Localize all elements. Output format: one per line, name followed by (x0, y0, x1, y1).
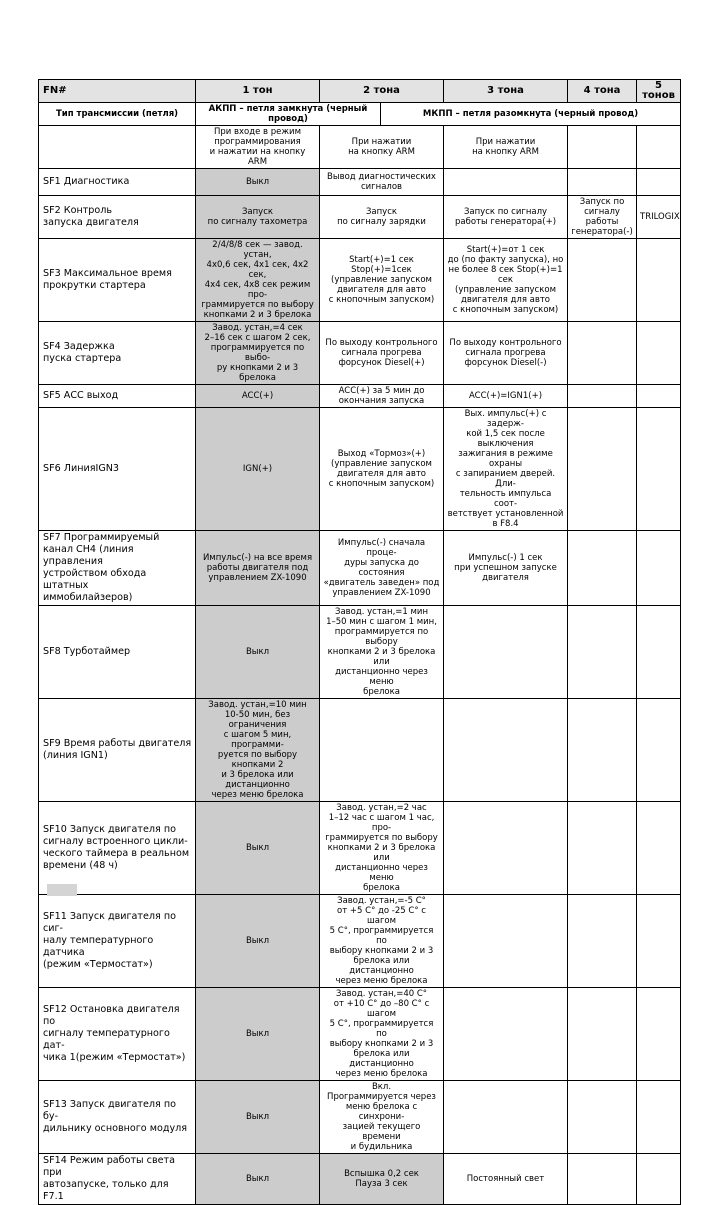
sf-tone-1: ACC(+) (196, 385, 320, 408)
header-tone-5: 5 тонов (637, 80, 681, 103)
sf-tone-2: Выход «Тормоз»(+) (управление запуском двигателя для авто с кнопочным запуском) (320, 408, 444, 531)
sf-tone-4 (568, 1154, 637, 1205)
sf-tone-3 (444, 1081, 568, 1154)
sf-row (39, 895, 681, 988)
sf-tone-4 (568, 169, 637, 196)
sf-tone-1: Выкл (196, 895, 320, 988)
sf-tone-3: Запуск по сигналу работы генератора(+) (444, 196, 568, 239)
sf-tone-5 (637, 531, 681, 606)
sf-tone-4: Запуск по сигналу работы генератора(-) (568, 196, 637, 239)
header-tone-3: 3 тона (444, 80, 568, 103)
sf-tone-5: TRILOGIX (637, 196, 681, 239)
sf-tone-4 (568, 531, 637, 606)
sf-tone-3 (444, 802, 568, 895)
sf-row (39, 531, 681, 606)
sf-name: SF8 Турботаймер (39, 606, 196, 699)
sf-tone-4 (568, 239, 637, 322)
sf-tone-5 (637, 239, 681, 322)
sf-tone-1: Выкл (196, 1154, 320, 1205)
sf-name: SF14 Режим работы света при автозапуске, только для F7.1 (39, 1154, 196, 1205)
sf-tone-5 (637, 988, 681, 1081)
sf-tone-2: Завод. устан,=2 час 1–12 час с шагом 1 час, про- граммируется по выбору кнопками 2 и 3 брелока или дистанционно через меню брелока (320, 802, 444, 895)
header-tone-2: 2 тона (320, 80, 444, 103)
sf-row (39, 988, 681, 1081)
transmission-label: Тип трансмиссии (петля) (39, 103, 196, 126)
sf-tone-3: ACC(+)=IGN1(+) (444, 385, 568, 408)
sf-tone-4 (568, 988, 637, 1081)
sf-tone-3: По выходу контрольного сигнала прогрева форсунок Diesel(-) (444, 322, 568, 385)
sf-tone-1: IGN(+) (196, 408, 320, 531)
sf-tone-1: Выкл (196, 606, 320, 699)
sf-tone-2: Завод. устан,=1 мин 1–50 мин с шагом 1 мин, программируется по выбору кнопками 2 и 3 брелока или дистанционно через меню брелока (320, 606, 444, 699)
sf-tone-2: Start(+)=1 сек Stop(+)=1сек (управление запуском двигателя для авто с кнопочным запуском) (320, 239, 444, 322)
sf-name: SF6 ЛинияIGN3 (39, 408, 196, 531)
sf-row (39, 408, 681, 531)
sf-tone-5 (637, 699, 681, 802)
sf-tone-1: Выкл (196, 169, 320, 196)
sf-tone-3 (444, 988, 568, 1081)
sf-tone-1: Выкл (196, 1081, 320, 1154)
sf-tone-5 (637, 408, 681, 531)
transmission-auto: АКПП – петля замкнута (черный провод) (196, 103, 381, 126)
sf-tone-1: Импульс(-) на все время работы двигателя под управлением ZX-1090 (196, 531, 320, 606)
sf-name: SF2 Контроль запуска двигателя (39, 196, 196, 239)
sf-tone-5 (637, 802, 681, 895)
sf-tone-3 (444, 699, 568, 802)
sf-tone-3 (444, 606, 568, 699)
entry-row (39, 126, 681, 169)
sf-tone-2: Завод. устан,=40 C° от +10 C° до –80 C° с шагом 5 C°, программируется по выбору кнопками 2 и 3 брелока или дистанционно через меню брелока (320, 988, 444, 1081)
sf-tone-2 (320, 699, 444, 802)
sf-tone-2: Завод. устан,=-5 C° от +5 C° до -25 C° с шагом 5 C°, программируется по выбору кнопками 2 и 3 брелока или дистанционно через меню брелока (320, 895, 444, 988)
sf-row (39, 196, 681, 239)
sf-tone-4 (568, 1081, 637, 1154)
sf-row (39, 322, 681, 385)
page-mark (47, 884, 77, 896)
sf-row (39, 1081, 681, 1154)
sf-tone-2: Вывод диагностических сигналов (320, 169, 444, 196)
sf-tone-2: Импульс(-) сначала проце- дуры запуска до состояния «двигатель заведен» под управлением ZX-1090 (320, 531, 444, 606)
sf-name: SF7 Программируемый канал CH4 (линия управления устройством обхода штатных иммобилайзеров) (39, 531, 196, 606)
sf-tone-4 (568, 802, 637, 895)
header-fn: FN# (39, 80, 196, 103)
sf-name: SF12 Остановка двигателя по сигналу температурного дат- чика 1(режим «Термостат») (39, 988, 196, 1081)
sf-tone-1: Выкл (196, 802, 320, 895)
sf-tone-3: Импульс(-) 1 сек при успешном запуске двигателя (444, 531, 568, 606)
sf-tone-2: Вспышка 0,2 сек Пауза 3 сек (320, 1154, 444, 1205)
sf-name: SF11 Запуск двигателя по сиг- налу температурного датчика (режим «Термостат») (39, 895, 196, 988)
entry-blank (39, 126, 196, 169)
entry-tone-4 (568, 126, 637, 169)
sf-tone-2: Запуск по сигналу зарядки (320, 196, 444, 239)
sf-tone-3: Вых. импульс(+) с задерж- кой 1,5 сек после выключения зажигания в режиме охраны с запиранием дверей. Дли- тельность импульса соот- ветствует установленной в F8.4 (444, 408, 568, 531)
sf-row (39, 169, 681, 196)
sf-tone-4 (568, 385, 637, 408)
sf-tone-5 (637, 1154, 681, 1205)
sf-tone-5 (637, 322, 681, 385)
sf-tone-5 (637, 385, 681, 408)
sf-tone-3: Постоянный свет (444, 1154, 568, 1205)
sf-row (39, 699, 681, 802)
sf-tone-3: Start(+)=от 1 сек до (по факту запуска), но не более 8 сек Stop(+)=1 сек (управление запуском двигателя для авто с кнопочным запуском) (444, 239, 568, 322)
header-row (39, 80, 681, 103)
sf-name: SF5 АСС выход (39, 385, 196, 408)
sf-tone-4 (568, 408, 637, 531)
sf-tone-5 (637, 606, 681, 699)
sf-name: SF4 Задержка пуска стартера (39, 322, 196, 385)
sf-name: SF1 Диагностика (39, 169, 196, 196)
sf-tone-2: ACC(+) за 5 мин до окончания запуска (320, 385, 444, 408)
sf-tone-1: Завод. устан,=10 мин 10-50 мин, без ограничения с шагом 5 мин, программи- руется по выбору кнопками 2 и 3 брелока или дистанционно через меню брелока (196, 699, 320, 802)
sf-tone-5 (637, 1081, 681, 1154)
sf-tone-3 (444, 895, 568, 988)
sf-row (39, 1154, 681, 1205)
sf-tone-2: По выходу контрольного сигнала прогрева форсунок Diesel(+) (320, 322, 444, 385)
sf-tone-4 (568, 606, 637, 699)
header-tone-1: 1 тон (196, 80, 320, 103)
entry-tone-3: При нажатии на кнопку ARM (444, 126, 568, 169)
sf-name: SF10 Запуск двигателя по сигналу встроенного цикли- ческого таймера в реальном времени (48 ч) (39, 802, 196, 895)
sf-row (39, 385, 681, 408)
sf-tone-2: Вкл. Программируется через меню брелока с синхрони- зацией текущего времени и будильника (320, 1081, 444, 1154)
sf-row (39, 606, 681, 699)
entry-tone-2: При нажатии на кнопку ARM (320, 126, 444, 169)
header-tone-4: 4 тона (568, 80, 637, 103)
transmission-manual: МКПП – петля разомкнута (черный провод) (381, 103, 681, 126)
sf-tone-5 (637, 169, 681, 196)
sf-tone-1: Завод. устан,=4 сек 2–16 сек с шагом 2 сек, программируется по выбо- ру кнопками 2 и 3 брелока (196, 322, 320, 385)
sf-row (39, 802, 681, 895)
sf-tone-5 (637, 895, 681, 988)
sf-tone-4 (568, 699, 637, 802)
sf-row (39, 239, 681, 322)
sf-name: SF13 Запуск двигателя по бу- дильнику основного модуля (39, 1081, 196, 1154)
sf-tone-4 (568, 895, 637, 988)
sf-tone-4 (568, 322, 637, 385)
entry-tone-1: При входе в режим программирования и нажатии на кнопку ARM (196, 126, 320, 169)
settings-table (38, 79, 681, 1205)
sf-name: SF3 Максимальное время прокрутки стартера (39, 239, 196, 322)
entry-tone-5 (637, 126, 681, 169)
sf-tone-1: 2/4/8/8 сек — завод. устан, 4х0,6 сек, 4х1 сек, 4х2 сек, 4х4 сек, 4х8 сек режим про- граммируется по выбору кнопками 2 и 3 брелока (196, 239, 320, 322)
sf-name: SF9 Время работы двигателя (линия IGN1) (39, 699, 196, 802)
sf-tone-1: Выкл (196, 988, 320, 1081)
sf-tone-1: Запуск по сигналу тахометра (196, 196, 320, 239)
transmission-row (39, 103, 681, 126)
sf-tone-3 (444, 169, 568, 196)
